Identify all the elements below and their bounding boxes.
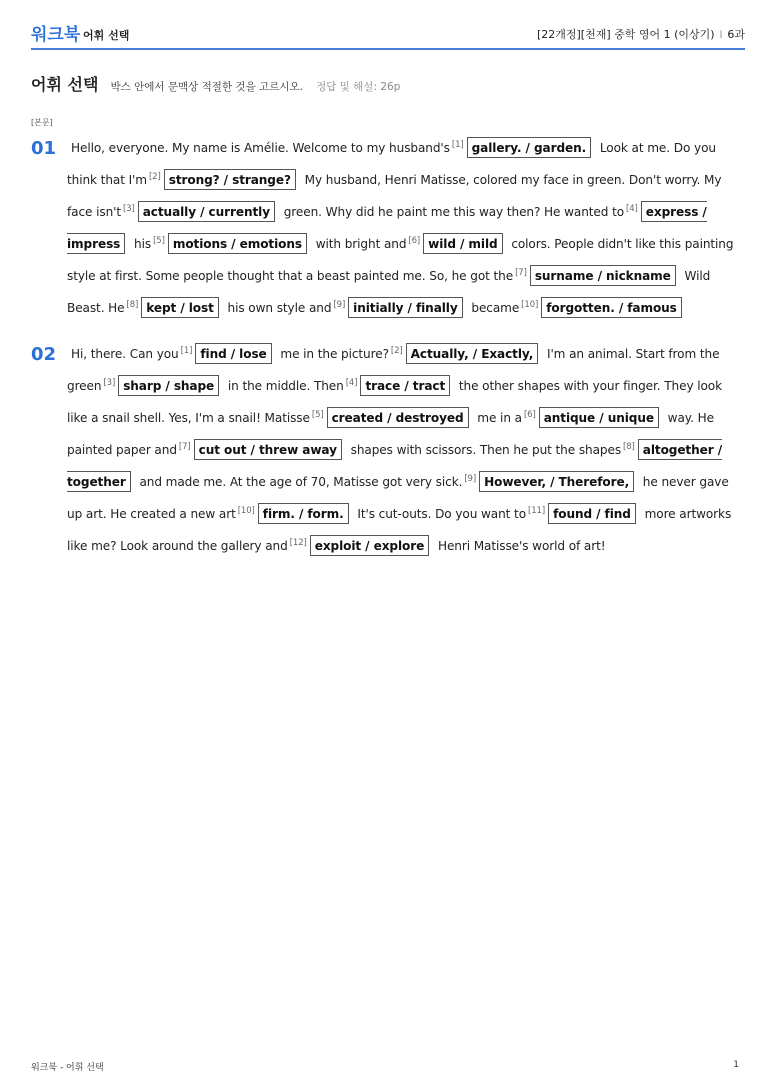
word-choice-box[interactable]: initially / finally: [348, 297, 462, 318]
worksheet-title: 어휘 선택: [31, 75, 99, 94]
passage-text: Hi, there. Can you: [71, 347, 179, 361]
passage-text: My husband, Henri Matisse, colored my face in green. Don't worry. My face isn't: [67, 173, 722, 219]
blank-number: [6]: [523, 410, 536, 420]
page-header: [31, 18, 745, 50]
blank-number: [12]: [289, 538, 307, 548]
blank-number: [2]: [390, 346, 403, 356]
instruction-text: 박스 안에서 문맥상 적절한 것을 고르시오.: [110, 81, 303, 93]
word-choice-box[interactable]: However, / Therefore,: [479, 471, 634, 492]
passage-text: he never gave up art. He created a new art: [67, 475, 729, 521]
word-choice-box[interactable]: actually / currently: [138, 201, 275, 222]
word-choice-box[interactable]: exploit / explore: [310, 535, 429, 556]
passage-text: me in a: [473, 411, 522, 425]
word-choice-box[interactable]: found / find: [548, 503, 636, 524]
word-choice-box[interactable]: gallery. / garden.: [467, 137, 592, 158]
passage-text: I'm an animal. Start from the green: [67, 347, 720, 393]
blank-number: [5]: [153, 236, 165, 246]
passage-text: the other shapes with your finger. They look like a snail shell. Yes, I'm a snail! Matisse: [67, 379, 723, 425]
question-number: 02: [31, 344, 57, 365]
passage-text: his: [130, 237, 152, 251]
blank-number: [10]: [521, 300, 539, 310]
worksheet-title-row: [31, 72, 400, 95]
passage-text: me in the picture?: [276, 347, 389, 361]
blank-number: [11]: [528, 506, 546, 516]
blank-number: [9]: [464, 474, 477, 484]
blank-number: [8]: [623, 442, 635, 452]
page-number: 1: [733, 1060, 739, 1070]
blank-number: [9]: [333, 300, 346, 310]
blank-number: [10]: [237, 506, 255, 516]
blank-number: [1]: [180, 346, 193, 356]
word-choice-box[interactable]: express / impress: [67, 201, 707, 254]
blank-number: [4]: [345, 378, 358, 388]
passage-text: became: [467, 301, 520, 315]
passage-text: way. He painted paper and: [67, 411, 714, 457]
brand-subtitle: 어휘 선택: [83, 29, 130, 42]
blank-number: [8]: [126, 300, 139, 310]
word-choice-box[interactable]: sharp / shape: [118, 375, 219, 396]
passage-01: [67, 131, 739, 323]
footer-label: 워크북 - 어휘 선택: [31, 1063, 104, 1073]
passage-text: Wild Beast. He: [67, 269, 711, 315]
blank-number: [7]: [515, 268, 527, 278]
word-choice-box[interactable]: Actually, / Exactly,: [406, 343, 539, 364]
passage-02: [67, 337, 739, 561]
passage-text: green. Why did he paint me this way then? He wanted to: [279, 205, 625, 219]
word-choice-box[interactable]: created / destroyed: [327, 407, 469, 428]
passage-text: shapes with scissors. Then he put the shapes: [346, 443, 622, 457]
blank-number: [2]: [148, 172, 161, 182]
passage-text: with bright and: [311, 237, 407, 251]
passage-text: in the middle. Then: [224, 379, 344, 393]
word-choice-box[interactable]: strong? / strange?: [164, 169, 296, 190]
passage-text: Hello, everyone. My name is Amélie. Welcome to my husband's: [71, 141, 450, 155]
word-choice-box[interactable]: altogether / together: [67, 439, 722, 492]
blank-number: [7]: [178, 442, 191, 452]
passage-text: Look at me. Do you think that I'm: [67, 141, 716, 187]
course-info: [537, 26, 745, 42]
answer-reference: 정답 및 해설: 26p: [316, 81, 401, 93]
blank-number: [3]: [123, 204, 135, 214]
word-choice-box[interactable]: antique / unique: [539, 407, 659, 428]
word-choice-box[interactable]: trace / tract: [360, 375, 450, 396]
word-choice-box[interactable]: find / lose: [195, 343, 271, 364]
word-choice-box[interactable]: surname / nickname: [530, 265, 676, 286]
word-choice-box[interactable]: cut out / threw away: [194, 439, 342, 460]
blank-number: [4]: [626, 204, 638, 214]
passage-text: more artworks like me? Look around the gallery and: [67, 507, 732, 553]
blank-number: [6]: [408, 236, 421, 246]
passage-text: colors. People didn't like this painting style at first. Some people thought that a beast painted me. So, he got the: [67, 237, 734, 283]
course-title: [22개정][천재] 중학 영어 1 (이상기): [536, 28, 715, 41]
passage-text: his own style and: [223, 301, 332, 315]
section-label: [본문]: [31, 118, 53, 127]
header-separator: l: [719, 30, 723, 41]
word-choice-box[interactable]: kept / lost: [141, 297, 219, 318]
word-choice-box[interactable]: firm. / form.: [258, 503, 349, 524]
passage-text: Henri Matisse's world of art!: [434, 539, 606, 553]
passage-text: and made me. At the age of 70, Matisse got very sick.: [135, 475, 463, 489]
blank-number: [3]: [103, 378, 116, 388]
brand-logo: 워크북: [31, 25, 81, 45]
word-choice-box[interactable]: wild / mild: [423, 233, 502, 254]
word-choice-box[interactable]: motions / emotions: [168, 233, 307, 254]
word-choice-box[interactable]: forgotten. / famous: [541, 297, 682, 318]
passage-text: It's cut-outs. Do you want to: [353, 507, 527, 521]
question-number: 01: [31, 138, 57, 159]
lesson-number: 6과: [727, 28, 745, 41]
blank-number: [5]: [311, 410, 324, 420]
blank-number: [1]: [451, 140, 464, 150]
